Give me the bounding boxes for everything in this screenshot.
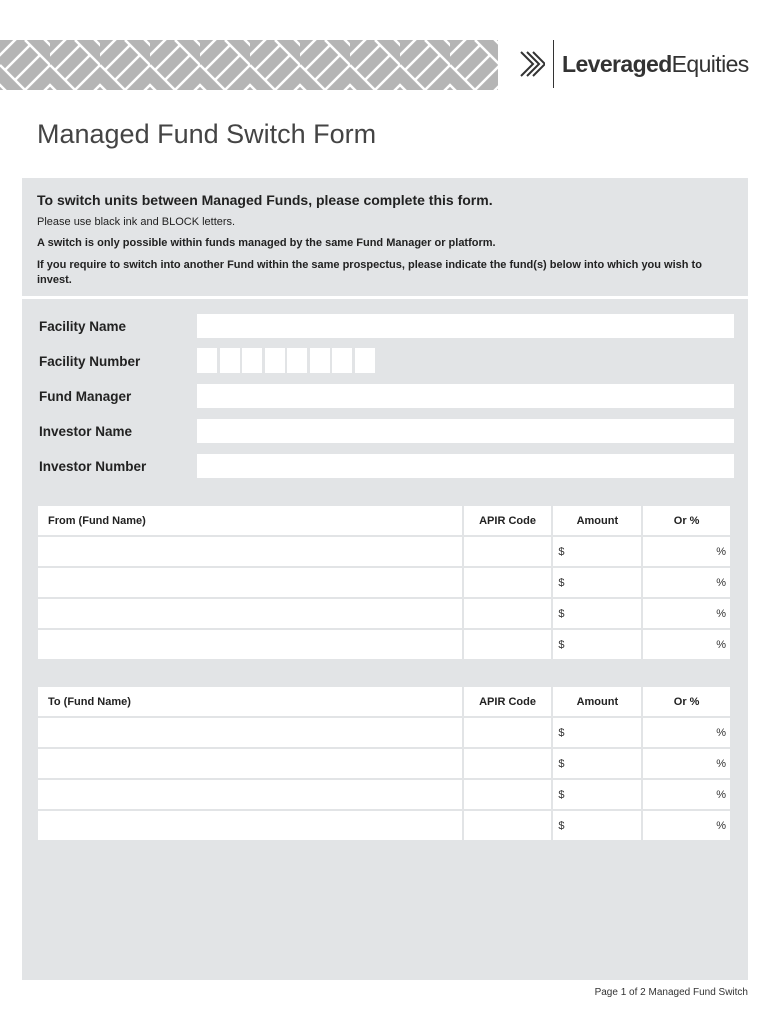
from-table-row [38, 537, 730, 566]
to-percent-cell[interactable]: % [643, 718, 730, 747]
from-apir-cell[interactable] [464, 599, 552, 628]
from-percent-header: Or % [643, 506, 730, 535]
to-table-row [38, 749, 730, 778]
from-percent-cell[interactable]: % [643, 537, 730, 566]
from-percent-cell[interactable]: % [643, 630, 730, 659]
investor-name-label: Investor Name [39, 424, 133, 439]
to-table-row [38, 718, 730, 747]
investor-number-field[interactable] [197, 454, 734, 478]
from-amount-header: Amount [553, 506, 641, 535]
to-table-row [38, 780, 730, 809]
page-footer: Page 1 of 2 Managed Fund Switch [594, 987, 748, 998]
from-apir-cell[interactable] [464, 630, 552, 659]
from-amount-cell[interactable]: $ [553, 599, 641, 628]
brand-suffix: Equities [671, 50, 749, 77]
header-pattern-banner [0, 40, 498, 90]
to-amount-cell[interactable]: $ [553, 780, 641, 809]
to-apir-cell[interactable] [464, 780, 552, 809]
from-amount-cell[interactable]: $ [553, 568, 641, 597]
to-apir-cell[interactable] [464, 811, 552, 840]
fund-manager-field[interactable] [197, 384, 734, 408]
chevron-pattern-graphic [0, 40, 498, 90]
intro-instruction-same-manager: A switch is only possible within funds managed by the same Fund Manager or platform. [37, 237, 496, 249]
intro-instruction-ink: Please use black ink and BLOCK letters. [37, 216, 236, 228]
from-fund-name-cell[interactable] [38, 599, 462, 628]
from-funds-table [36, 504, 732, 661]
to-fund-name-cell[interactable] [38, 811, 462, 840]
logo-divider [553, 40, 554, 88]
to-percent-cell[interactable]: % [643, 749, 730, 778]
investor-number-label: Investor Number [39, 459, 147, 474]
to-percent-cell[interactable]: % [643, 780, 730, 809]
page-title: Managed Fund Switch Form [37, 119, 377, 149]
from-fund-name-cell[interactable] [38, 630, 462, 659]
to-percent-cell[interactable]: % [643, 811, 730, 840]
facility-name-field[interactable] [197, 314, 734, 338]
to-fund-name-cell[interactable] [38, 749, 462, 778]
facility-number-digit-box[interactable] [242, 348, 262, 373]
to-amount-cell[interactable]: $ [553, 749, 641, 778]
from-table-row [38, 599, 730, 628]
facility-number-boxes [197, 348, 377, 373]
from-amount-cell[interactable]: $ [553, 537, 641, 566]
intro-divider [22, 296, 748, 299]
to-table-row [38, 811, 730, 840]
investor-name-field[interactable] [197, 419, 734, 443]
from-percent-cell[interactable]: % [643, 568, 730, 597]
to-amount-header: Amount [553, 687, 641, 716]
from-apir-cell[interactable] [464, 568, 552, 597]
facility-number-digit-box[interactable] [265, 348, 285, 373]
from-table-row [38, 630, 730, 659]
to-amount-cell[interactable]: $ [553, 718, 641, 747]
from-table-header-row [38, 506, 730, 535]
facility-number-label: Facility Number [39, 354, 141, 369]
from-table-row [38, 568, 730, 597]
from-fund-name-header: From (Fund Name) [38, 506, 462, 535]
brand-prefix: Leveraged [562, 50, 672, 77]
brand-name [562, 51, 749, 78]
facility-number-digit-box[interactable] [197, 348, 217, 373]
chevron-logo-icon [519, 49, 545, 79]
to-fund-name-header: To (Fund Name) [38, 687, 462, 716]
to-apir-cell[interactable] [464, 718, 552, 747]
to-fund-name-cell[interactable] [38, 718, 462, 747]
to-funds-table [36, 685, 732, 842]
from-fund-name-cell[interactable] [38, 568, 462, 597]
to-percent-header: Or % [643, 687, 730, 716]
to-fund-name-cell[interactable] [38, 780, 462, 809]
from-apir-header: APIR Code [464, 506, 552, 535]
facility-name-label: Facility Name [39, 319, 127, 334]
to-apir-header: APIR Code [464, 687, 552, 716]
from-apir-cell[interactable] [464, 537, 552, 566]
facility-number-digit-box[interactable] [355, 348, 375, 373]
facility-number-digit-box[interactable] [332, 348, 352, 373]
leveraged-equities-logo [519, 40, 749, 88]
fund-manager-label: Fund Manager [39, 389, 132, 404]
facility-number-digit-box[interactable] [287, 348, 307, 373]
to-apir-cell[interactable] [464, 749, 552, 778]
intro-instruction-prospectus: If you require to switch into another Fund within the same prospectus, please indicate the fund(s) below into which you wish to invest. [37, 259, 702, 286]
intro-heading: To switch units between Managed Funds, please complete this form. [37, 192, 493, 208]
facility-number-digit-box[interactable] [220, 348, 240, 373]
to-table-header-row [38, 687, 730, 716]
form-panel [22, 178, 748, 980]
to-amount-cell[interactable]: $ [553, 811, 641, 840]
from-percent-cell[interactable]: % [643, 599, 730, 628]
from-fund-name-cell[interactable] [38, 537, 462, 566]
facility-number-digit-box[interactable] [310, 348, 330, 373]
from-amount-cell[interactable]: $ [553, 630, 641, 659]
